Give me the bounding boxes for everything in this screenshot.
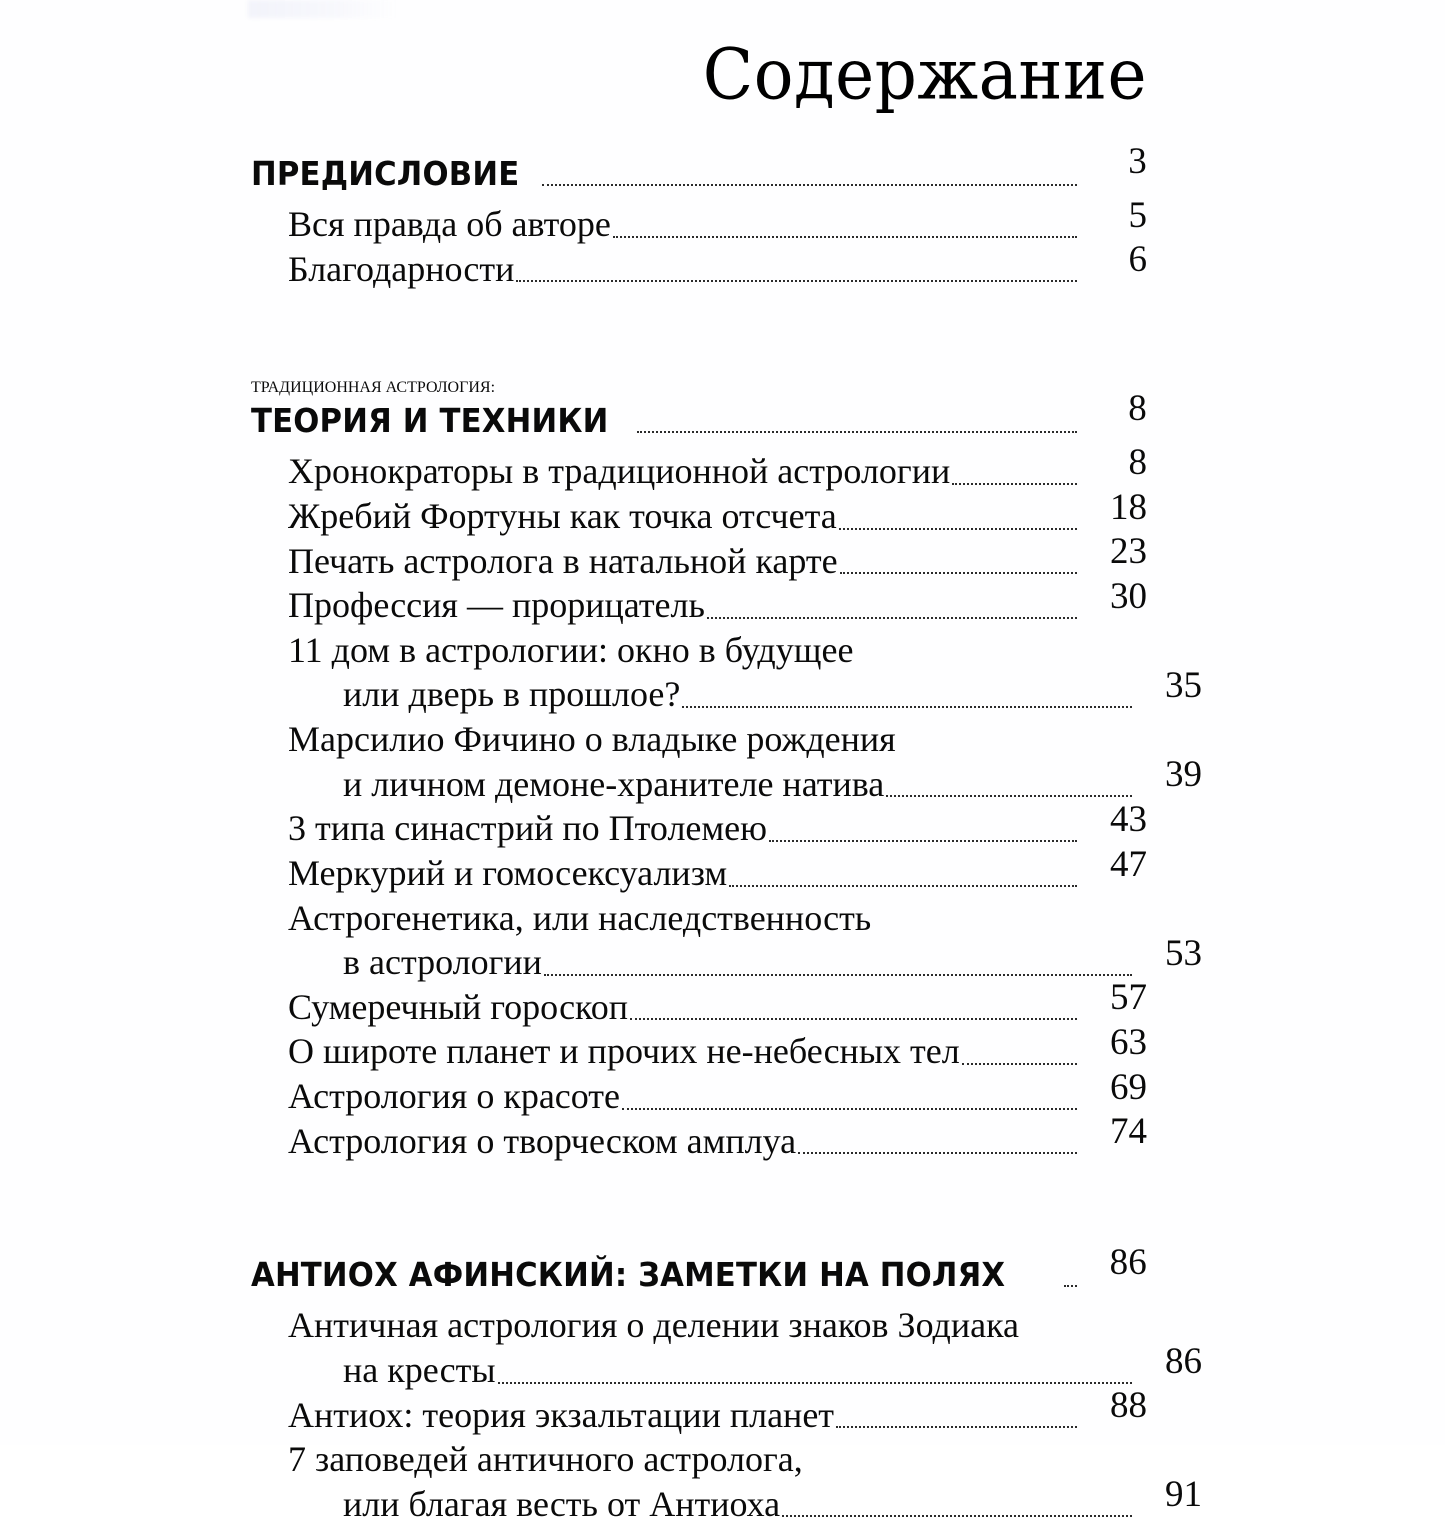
toc-entry-label: Астрология о творческом амплуа bbox=[288, 1120, 797, 1161]
toc-entry[interactable] bbox=[288, 798, 1147, 851]
toc-entry-label: и личном демоне-хранителе натива bbox=[343, 763, 885, 804]
section-gap bbox=[251, 291, 1147, 379]
section-heading-row[interactable] bbox=[251, 1242, 1147, 1295]
page-number[interactable]: 35 bbox=[1165, 665, 1202, 706]
dot-leader bbox=[1064, 1284, 1077, 1287]
dot-leader bbox=[782, 1514, 1132, 1517]
toc-entry-line: 7 заповедей античного астролога, bbox=[288, 1439, 803, 1480]
toc-entry[interactable] bbox=[288, 1111, 1147, 1164]
heading-entries-gap bbox=[251, 1294, 1147, 1303]
toc-entry-label: 3 типа синастрий по Птолемею bbox=[288, 808, 768, 849]
toc-entry-row[interactable] bbox=[288, 977, 1147, 1030]
section-heading-line: ТРАДИЦИОННАЯ АСТРОЛОГИЯ: bbox=[251, 379, 496, 397]
toc-entry[interactable] bbox=[288, 1385, 1147, 1438]
toc-section-predislovie[interactable] bbox=[251, 141, 1147, 193]
toc-entry-row[interactable] bbox=[288, 1022, 1147, 1074]
page-number[interactable]: 6 bbox=[1128, 239, 1147, 281]
dot-leader bbox=[839, 527, 1077, 530]
toc-entry-row[interactable] bbox=[343, 754, 1202, 807]
dot-leader bbox=[707, 616, 1077, 619]
toc-entry-row[interactable] bbox=[343, 665, 1202, 717]
dot-leader bbox=[516, 279, 1077, 282]
toc-entry-line: Астрогенетика, или наследственность bbox=[288, 897, 872, 938]
toc-entry-row[interactable] bbox=[288, 843, 1147, 896]
page-number[interactable]: 63 bbox=[1110, 1022, 1147, 1063]
toc-entry[interactable] bbox=[288, 1066, 1147, 1119]
toc-entry-row[interactable] bbox=[288, 486, 1147, 539]
toc-entry-label: Благодарности bbox=[288, 248, 515, 289]
page-number[interactable]: 18 bbox=[1110, 486, 1147, 528]
toc-entry-label: Хронократоры в традиционной астрологии bbox=[288, 451, 951, 492]
scan-artifact bbox=[248, 0, 398, 18]
toc-entry-label: Астрология о красоте bbox=[288, 1076, 621, 1116]
dot-leader bbox=[729, 884, 1077, 887]
dot-leader bbox=[498, 1381, 1132, 1384]
page-number[interactable]: 91 bbox=[1165, 1474, 1202, 1516]
toc-entry-row[interactable] bbox=[288, 194, 1147, 247]
section-heading-label: ПРЕДИСЛОВИЕ bbox=[251, 154, 520, 193]
toc-entry[interactable] bbox=[288, 628, 1202, 717]
section-gap bbox=[251, 1163, 1147, 1251]
toc-entry-row[interactable] bbox=[288, 1111, 1147, 1164]
page-number[interactable]: 30 bbox=[1110, 575, 1147, 617]
dot-leader bbox=[544, 973, 1132, 976]
page-title: Содержание bbox=[702, 33, 1147, 116]
toc-entry[interactable] bbox=[288, 531, 1147, 584]
page-number[interactable]: 86 bbox=[1109, 1242, 1147, 1284]
toc-entry[interactable] bbox=[288, 1437, 1202, 1526]
toc-entry-row[interactable] bbox=[288, 1066, 1147, 1119]
toc-list bbox=[251, 141, 1202, 1526]
toc-entry[interactable] bbox=[288, 1022, 1147, 1074]
page-number[interactable]: 3 bbox=[1128, 141, 1147, 182]
page-number[interactable]: 86 bbox=[1165, 1340, 1202, 1382]
toc-entry[interactable] bbox=[288, 239, 1147, 292]
heading-entries-gap bbox=[251, 193, 1147, 202]
dot-leader bbox=[630, 1017, 1077, 1020]
toc-entry[interactable] bbox=[288, 194, 1147, 247]
toc-entry[interactable] bbox=[288, 486, 1147, 539]
dot-leader bbox=[637, 430, 1077, 433]
page-number[interactable]: 5 bbox=[1128, 194, 1147, 236]
section-heading-label: АНТИОХ АФИНСКИЙ: ЗАМЕТКИ НА ПОЛЯХ bbox=[251, 1255, 1006, 1295]
toc-entry-row[interactable] bbox=[343, 1340, 1202, 1393]
dot-leader bbox=[798, 1151, 1077, 1154]
toc-entry-label: Меркурий и гомосексуализм bbox=[288, 852, 728, 893]
toc-section-antioh-afinskiy[interactable] bbox=[251, 1242, 1147, 1295]
toc-entry-label: в астрологии bbox=[343, 942, 542, 983]
page-number[interactable]: 43 bbox=[1110, 798, 1147, 840]
toc-entry[interactable] bbox=[288, 1303, 1202, 1392]
dot-leader bbox=[769, 839, 1077, 842]
toc-entry[interactable] bbox=[288, 843, 1147, 896]
dot-leader bbox=[542, 183, 1077, 186]
toc-entry-line: Марсилио Фичино о владыке рождения bbox=[288, 719, 896, 759]
toc-entry-row[interactable] bbox=[288, 531, 1147, 584]
toc-entry[interactable] bbox=[288, 977, 1147, 1030]
toc-entry-label: или благая весть от Антиоха bbox=[343, 1483, 781, 1524]
toc-entry-label: Печать астролога в натальной карте bbox=[288, 540, 838, 581]
section-heading-row[interactable] bbox=[251, 141, 1147, 193]
dot-leader bbox=[613, 235, 1077, 238]
toc-entry-label: Антиох: теория экзальтации планет bbox=[288, 1394, 835, 1435]
toc-entry-label: или дверь в прошлое? bbox=[343, 674, 681, 715]
page-number[interactable]: 53 bbox=[1165, 932, 1202, 974]
dot-leader bbox=[622, 1107, 1077, 1110]
page-number[interactable]: 74 bbox=[1110, 1111, 1147, 1153]
toc-entry-label: О широте планет и прочих не-небесных тел bbox=[288, 1031, 960, 1072]
page-number[interactable]: 88 bbox=[1110, 1385, 1147, 1427]
toc-entry-row[interactable] bbox=[343, 932, 1202, 985]
toc-entry-line: 11 дом в астрологии: окно в будущее bbox=[288, 629, 854, 670]
dot-leader bbox=[886, 794, 1132, 797]
toc-entry-label: Сумеречный гороскоп bbox=[288, 986, 628, 1027]
dot-leader bbox=[952, 482, 1077, 485]
toc-entry-row[interactable] bbox=[288, 798, 1147, 851]
toc-entry-label: на кресты bbox=[343, 1349, 496, 1390]
dot-leader bbox=[836, 1425, 1077, 1428]
dot-leader bbox=[840, 571, 1077, 574]
toc-entry-row[interactable] bbox=[288, 239, 1147, 292]
page-number[interactable]: 39 bbox=[1165, 754, 1202, 796]
toc-entry[interactable] bbox=[288, 441, 1147, 494]
page-number[interactable]: 8 bbox=[1128, 441, 1147, 483]
toc-entry-label: Вся правда об авторе bbox=[288, 204, 611, 244]
toc-entry[interactable] bbox=[288, 575, 1147, 628]
toc-entry-label: Профессия — прорицатель bbox=[288, 585, 705, 626]
section-heading-label: ТЕОРИЯ И ТЕХНИКИ bbox=[251, 401, 609, 441]
toc-entry-row[interactable] bbox=[288, 441, 1147, 494]
page-number[interactable]: 47 bbox=[1110, 843, 1147, 885]
dot-leader bbox=[962, 1062, 1077, 1065]
toc-entry-row[interactable] bbox=[288, 575, 1147, 628]
toc-entry-line: Античная астрология о делении знаков Зодиака bbox=[288, 1305, 1020, 1346]
page-number[interactable]: 57 bbox=[1110, 977, 1147, 1019]
toc-entry[interactable] bbox=[288, 717, 1202, 806]
toc-entry-row[interactable] bbox=[343, 1474, 1202, 1526]
page-number[interactable]: 23 bbox=[1110, 531, 1147, 573]
toc-entry-label: Жребий Фортуны как точка отсчета bbox=[288, 495, 837, 536]
toc-section-traditsionnaya-astrologiya[interactable] bbox=[251, 379, 1147, 440]
toc-entry[interactable] bbox=[288, 896, 1202, 985]
page-number[interactable]: 69 bbox=[1110, 1066, 1147, 1108]
dot-leader bbox=[682, 705, 1132, 708]
page-number[interactable]: 8 bbox=[1128, 388, 1147, 430]
heading-entries-gap bbox=[251, 440, 1147, 449]
toc-entry-row[interactable] bbox=[288, 1385, 1147, 1438]
